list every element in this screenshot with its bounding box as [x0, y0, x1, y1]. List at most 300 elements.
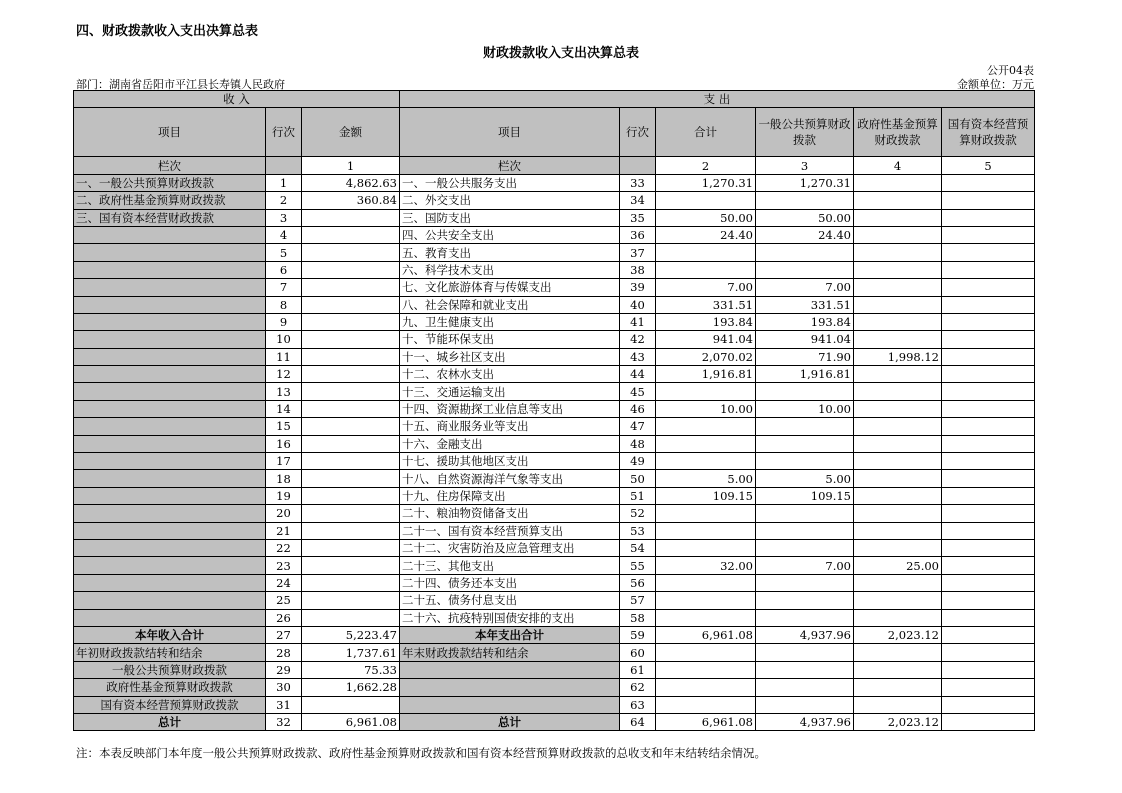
expense-state	[942, 592, 1035, 609]
expense-total	[656, 522, 756, 539]
table-row	[74, 296, 1035, 313]
expense-line: 43	[620, 348, 656, 365]
income-line-header: 行次	[266, 108, 302, 157]
income-amount: 4,862.63	[302, 174, 400, 191]
income-item	[74, 522, 266, 539]
expense-state	[942, 522, 1035, 539]
income-line: 22	[266, 539, 302, 556]
expense-line: 48	[620, 435, 656, 452]
income-line: 6	[266, 261, 302, 278]
income-amount	[302, 435, 400, 452]
expense-line: 44	[620, 366, 656, 383]
expense-total: 1,270.31	[656, 174, 756, 191]
income-item	[74, 609, 266, 626]
grand-total-expense-line: 64	[620, 713, 656, 730]
grand-total-line: 32	[266, 713, 302, 730]
table-row	[74, 609, 1035, 626]
expense-fund	[854, 383, 942, 400]
expense-general	[756, 418, 854, 435]
expense-fund	[854, 470, 942, 487]
col-label-expense: 栏次	[400, 157, 620, 174]
income-item	[74, 261, 266, 278]
expense-line: 52	[620, 505, 656, 522]
table-row	[74, 383, 1035, 400]
income-item: 三、国有资本经营财政拨款	[74, 209, 266, 226]
income-amount	[302, 696, 400, 713]
carryover-row	[74, 679, 1035, 696]
expense-state	[942, 609, 1035, 626]
expense-state	[942, 696, 1035, 713]
income-item: 年初财政拨款结转和结余	[74, 644, 266, 661]
income-line: 18	[266, 470, 302, 487]
expense-fund	[854, 296, 942, 313]
expense-total-sum: 6,961.08	[656, 626, 756, 643]
expense-item	[400, 661, 620, 678]
income-line: 10	[266, 331, 302, 348]
expense-state	[942, 679, 1035, 696]
expense-item: 十六、金融支出	[400, 435, 620, 452]
expense-line: 54	[620, 539, 656, 556]
expense-line: 37	[620, 244, 656, 261]
income-total-line: 27	[266, 626, 302, 643]
expense-line: 50	[620, 470, 656, 487]
expense-total: 7.00	[656, 279, 756, 296]
income-item-header: 项目	[74, 108, 266, 157]
income-item	[74, 348, 266, 365]
expense-general	[756, 453, 854, 470]
section-title: 四、财政拨款收入支出决算总表	[76, 24, 259, 39]
unit-label: 金额单位：万元	[957, 78, 1034, 91]
expense-line: 49	[620, 453, 656, 470]
expense-item: 十、节能环保支出	[400, 331, 620, 348]
expense-item: 九、卫生健康支出	[400, 313, 620, 330]
expense-total	[656, 453, 756, 470]
income-amount	[302, 383, 400, 400]
income-line: 2	[266, 192, 302, 209]
income-item	[74, 383, 266, 400]
column-number-row	[74, 157, 1035, 174]
grand-total-fund: 2,023.12	[854, 713, 942, 730]
expense-fund	[854, 226, 942, 243]
income-item	[74, 366, 266, 383]
expense-total: 32.00	[656, 557, 756, 574]
col-number-1: 1	[302, 157, 400, 174]
expense-fund	[854, 244, 942, 261]
expense-line: 38	[620, 261, 656, 278]
expense-item: 十一、城乡社区支出	[400, 348, 620, 365]
income-header: 收 入	[74, 91, 400, 108]
expense-line: 47	[620, 418, 656, 435]
income-item	[74, 505, 266, 522]
expense-general	[756, 609, 854, 626]
expense-item-header: 项目	[400, 108, 620, 157]
income-amount	[302, 226, 400, 243]
carryover-row	[74, 644, 1035, 661]
table-row	[74, 400, 1035, 417]
expense-state	[942, 505, 1035, 522]
expense-total: 1,916.81	[656, 366, 756, 383]
header-group-row	[74, 91, 1035, 108]
expense-item: 年末财政拨款结转和结余	[400, 644, 620, 661]
table-row	[74, 453, 1035, 470]
expense-general: 10.00	[756, 400, 854, 417]
income-item: 政府性基金预算财政拨款	[74, 679, 266, 696]
expense-line: 46	[620, 400, 656, 417]
expense-fund	[854, 696, 942, 713]
expense-item	[400, 696, 620, 713]
income-item: 一般公共预算财政拨款	[74, 661, 266, 678]
income-line: 11	[266, 348, 302, 365]
income-line: 28	[266, 644, 302, 661]
income-item	[74, 435, 266, 452]
col-number-3: 3	[756, 157, 854, 174]
expense-general: 71.90	[756, 348, 854, 365]
income-amount	[302, 296, 400, 313]
expense-item	[400, 679, 620, 696]
expense-general	[756, 679, 854, 696]
expense-general	[756, 261, 854, 278]
income-item	[74, 331, 266, 348]
expense-state	[942, 418, 1035, 435]
expense-total	[656, 592, 756, 609]
expense-line: 57	[620, 592, 656, 609]
table-row	[74, 522, 1035, 539]
expense-total	[656, 679, 756, 696]
expense-total	[656, 244, 756, 261]
expense-general: 193.84	[756, 313, 854, 330]
expense-general: 1,270.31	[756, 174, 854, 191]
expense-line: 39	[620, 279, 656, 296]
income-line: 1	[266, 174, 302, 191]
expense-state	[942, 470, 1035, 487]
table-row	[74, 557, 1035, 574]
carryover-row	[74, 696, 1035, 713]
income-line: 23	[266, 557, 302, 574]
expense-fund	[854, 366, 942, 383]
col-number-4: 4	[854, 157, 942, 174]
grand-total-sum: 6,961.08	[656, 713, 756, 730]
total-header: 合计	[656, 108, 756, 157]
col-label-income: 栏次	[74, 157, 266, 174]
expense-line: 60	[620, 644, 656, 661]
expense-general: 941.04	[756, 331, 854, 348]
expense-item: 二、外交支出	[400, 192, 620, 209]
expense-item: 八、社会保障和就业支出	[400, 296, 620, 313]
table-row	[74, 505, 1035, 522]
expense-state	[942, 261, 1035, 278]
grand-total-state	[942, 713, 1035, 730]
table-row	[74, 348, 1035, 365]
expense-state	[942, 174, 1035, 191]
income-item: 一、一般公共预算财政拨款	[74, 174, 266, 191]
income-amount	[302, 505, 400, 522]
expense-fund	[854, 331, 942, 348]
income-item	[74, 244, 266, 261]
expense-fund	[854, 487, 942, 504]
income-line: 5	[266, 244, 302, 261]
income-line: 12	[266, 366, 302, 383]
expense-fund	[854, 574, 942, 591]
income-amount	[302, 418, 400, 435]
expense-total	[656, 261, 756, 278]
expense-fund	[854, 313, 942, 330]
income-item	[74, 279, 266, 296]
income-line: 3	[266, 209, 302, 226]
expense-item: 二十、粮油物资储备支出	[400, 505, 620, 522]
expense-total: 50.00	[656, 209, 756, 226]
income-amount	[302, 209, 400, 226]
expense-item: 二十四、债务还本支出	[400, 574, 620, 591]
expense-fund	[854, 192, 942, 209]
expense-fund	[854, 279, 942, 296]
grand-total-expense-label: 总计	[400, 713, 620, 730]
state-capital-header: 国有资本经营预算财政拨款	[942, 108, 1035, 157]
expense-general	[756, 574, 854, 591]
income-line: 20	[266, 505, 302, 522]
income-item: 二、政府性基金预算财政拨款	[74, 192, 266, 209]
income-amount-header: 金额	[302, 108, 400, 157]
expense-total-line: 59	[620, 626, 656, 643]
expense-item: 六、科学技术支出	[400, 261, 620, 278]
expense-item: 十四、资源勘探工业信息等支出	[400, 400, 620, 417]
table-row	[74, 261, 1035, 278]
income-line: 9	[266, 313, 302, 330]
income-line: 17	[266, 453, 302, 470]
income-amount	[302, 574, 400, 591]
expense-state	[942, 574, 1035, 591]
expense-state	[942, 226, 1035, 243]
income-amount	[302, 522, 400, 539]
expense-line: 41	[620, 313, 656, 330]
expense-fund	[854, 644, 942, 661]
table-row	[74, 174, 1035, 191]
budget-table	[73, 90, 1035, 731]
income-amount: 75.33	[302, 661, 400, 678]
expense-total	[656, 609, 756, 626]
expense-fund	[854, 609, 942, 626]
expense-total-general: 4,937.96	[756, 626, 854, 643]
expense-state	[942, 296, 1035, 313]
income-line: 30	[266, 679, 302, 696]
grand-total-label: 总计	[74, 713, 266, 730]
expense-total: 10.00	[656, 400, 756, 417]
expense-state	[942, 487, 1035, 504]
expense-general	[756, 592, 854, 609]
expense-general: 331.51	[756, 296, 854, 313]
expense-state	[942, 192, 1035, 209]
page-title: 财政拨款收入支出决算总表	[482, 46, 639, 61]
income-line: 14	[266, 400, 302, 417]
form-code: 公开04表	[987, 64, 1034, 77]
income-line: 16	[266, 435, 302, 452]
expense-line: 40	[620, 296, 656, 313]
expense-state	[942, 557, 1035, 574]
expense-general	[756, 383, 854, 400]
expense-total	[656, 418, 756, 435]
table-row	[74, 592, 1035, 609]
table-row	[74, 279, 1035, 296]
expense-total-state	[942, 626, 1035, 643]
income-amount	[302, 487, 400, 504]
col-blank	[266, 157, 302, 174]
income-line: 8	[266, 296, 302, 313]
expense-fund	[854, 539, 942, 556]
table-row	[74, 244, 1035, 261]
expense-line: 51	[620, 487, 656, 504]
income-line: 19	[266, 487, 302, 504]
expense-item: 二十三、其他支出	[400, 557, 620, 574]
expense-general	[756, 192, 854, 209]
expense-total	[656, 661, 756, 678]
expense-line: 45	[620, 383, 656, 400]
expense-item: 一、一般公共服务支出	[400, 174, 620, 191]
income-line: 29	[266, 661, 302, 678]
table-row	[74, 313, 1035, 330]
fund-budget-header: 政府性基金预算财政拨款	[854, 108, 942, 157]
expense-line: 63	[620, 696, 656, 713]
expense-fund	[854, 174, 942, 191]
income-item	[74, 470, 266, 487]
expense-general: 50.00	[756, 209, 854, 226]
table-row	[74, 192, 1035, 209]
income-item	[74, 487, 266, 504]
income-item	[74, 592, 266, 609]
expense-fund	[854, 435, 942, 452]
income-line: 21	[266, 522, 302, 539]
grand-total-amount: 6,961.08	[302, 713, 400, 730]
income-amount	[302, 366, 400, 383]
income-total-label: 本年收入合计	[74, 626, 266, 643]
expense-item: 十三、交通运输支出	[400, 383, 620, 400]
expense-general: 7.00	[756, 557, 854, 574]
expense-general: 109.15	[756, 487, 854, 504]
expense-item: 二十五、债务付息支出	[400, 592, 620, 609]
income-item	[74, 574, 266, 591]
income-item	[74, 400, 266, 417]
income-item	[74, 313, 266, 330]
table-row	[74, 435, 1035, 452]
expense-general	[756, 661, 854, 678]
col-blank	[620, 157, 656, 174]
income-amount	[302, 348, 400, 365]
col-number-5: 5	[942, 157, 1035, 174]
expense-state	[942, 400, 1035, 417]
income-amount: 1,737.61	[302, 644, 400, 661]
expense-line: 42	[620, 331, 656, 348]
expense-item: 二十一、国有资本经营预算支出	[400, 522, 620, 539]
income-amount	[302, 244, 400, 261]
expense-total: 109.15	[656, 487, 756, 504]
expense-state	[942, 539, 1035, 556]
income-amount	[302, 557, 400, 574]
expense-total: 941.04	[656, 331, 756, 348]
income-amount	[302, 400, 400, 417]
expense-fund	[854, 661, 942, 678]
expense-line: 33	[620, 174, 656, 191]
expense-state	[942, 244, 1035, 261]
expense-total: 193.84	[656, 313, 756, 330]
department-label: 部门：湖南省岳阳市平江县长寿镇人民政府	[76, 78, 285, 91]
expense-line: 58	[620, 609, 656, 626]
expense-general	[756, 539, 854, 556]
expense-total: 331.51	[656, 296, 756, 313]
income-item: 国有资本经营预算财政拨款	[74, 696, 266, 713]
expense-line: 53	[620, 522, 656, 539]
income-amount	[302, 279, 400, 296]
expense-item: 七、文化旅游体育与传媒支出	[400, 279, 620, 296]
expense-fund	[854, 400, 942, 417]
year-total-row	[74, 626, 1035, 643]
expense-general: 7.00	[756, 279, 854, 296]
income-item	[74, 226, 266, 243]
expense-fund	[854, 505, 942, 522]
income-amount	[302, 313, 400, 330]
expense-total: 24.40	[656, 226, 756, 243]
expense-line-header: 行次	[620, 108, 656, 157]
expense-line: 35	[620, 209, 656, 226]
expense-state	[942, 644, 1035, 661]
expense-item: 十八、自然资源海洋气象等支出	[400, 470, 620, 487]
income-line: 13	[266, 383, 302, 400]
expense-state	[942, 313, 1035, 330]
income-total-amount: 5,223.47	[302, 626, 400, 643]
expense-fund	[854, 522, 942, 539]
expense-total	[656, 192, 756, 209]
expense-item: 十五、商业服务业等支出	[400, 418, 620, 435]
expense-total-label: 本年支出合计	[400, 626, 620, 643]
expense-general: 1,916.81	[756, 366, 854, 383]
table-row	[74, 331, 1035, 348]
carryover-row	[74, 661, 1035, 678]
expense-fund	[854, 679, 942, 696]
income-amount	[302, 609, 400, 626]
expense-general	[756, 435, 854, 452]
expense-fund	[854, 261, 942, 278]
expense-item: 十七、援助其他地区支出	[400, 453, 620, 470]
expense-header: 支 出	[400, 91, 1035, 108]
expense-line: 36	[620, 226, 656, 243]
expense-general	[756, 522, 854, 539]
expense-general	[756, 696, 854, 713]
income-amount: 360.84	[302, 192, 400, 209]
income-amount: 1,662.28	[302, 679, 400, 696]
income-line: 26	[266, 609, 302, 626]
expense-total	[656, 696, 756, 713]
income-item	[74, 296, 266, 313]
expense-general	[756, 244, 854, 261]
expense-item: 二十二、灾害防治及应急管理支出	[400, 539, 620, 556]
expense-state	[942, 366, 1035, 383]
expense-fund	[854, 453, 942, 470]
expense-item: 四、公共安全支出	[400, 226, 620, 243]
table-row	[74, 226, 1035, 243]
expense-total: 2,070.02	[656, 348, 756, 365]
expense-fund	[854, 209, 942, 226]
expense-state	[942, 348, 1035, 365]
income-amount	[302, 331, 400, 348]
income-item	[74, 539, 266, 556]
expense-total	[656, 644, 756, 661]
table-row	[74, 574, 1035, 591]
income-line: 24	[266, 574, 302, 591]
income-item	[74, 418, 266, 435]
income-amount	[302, 470, 400, 487]
income-amount	[302, 453, 400, 470]
income-amount	[302, 592, 400, 609]
expense-state	[942, 279, 1035, 296]
expense-state	[942, 209, 1035, 226]
expense-total-fund: 2,023.12	[854, 626, 942, 643]
